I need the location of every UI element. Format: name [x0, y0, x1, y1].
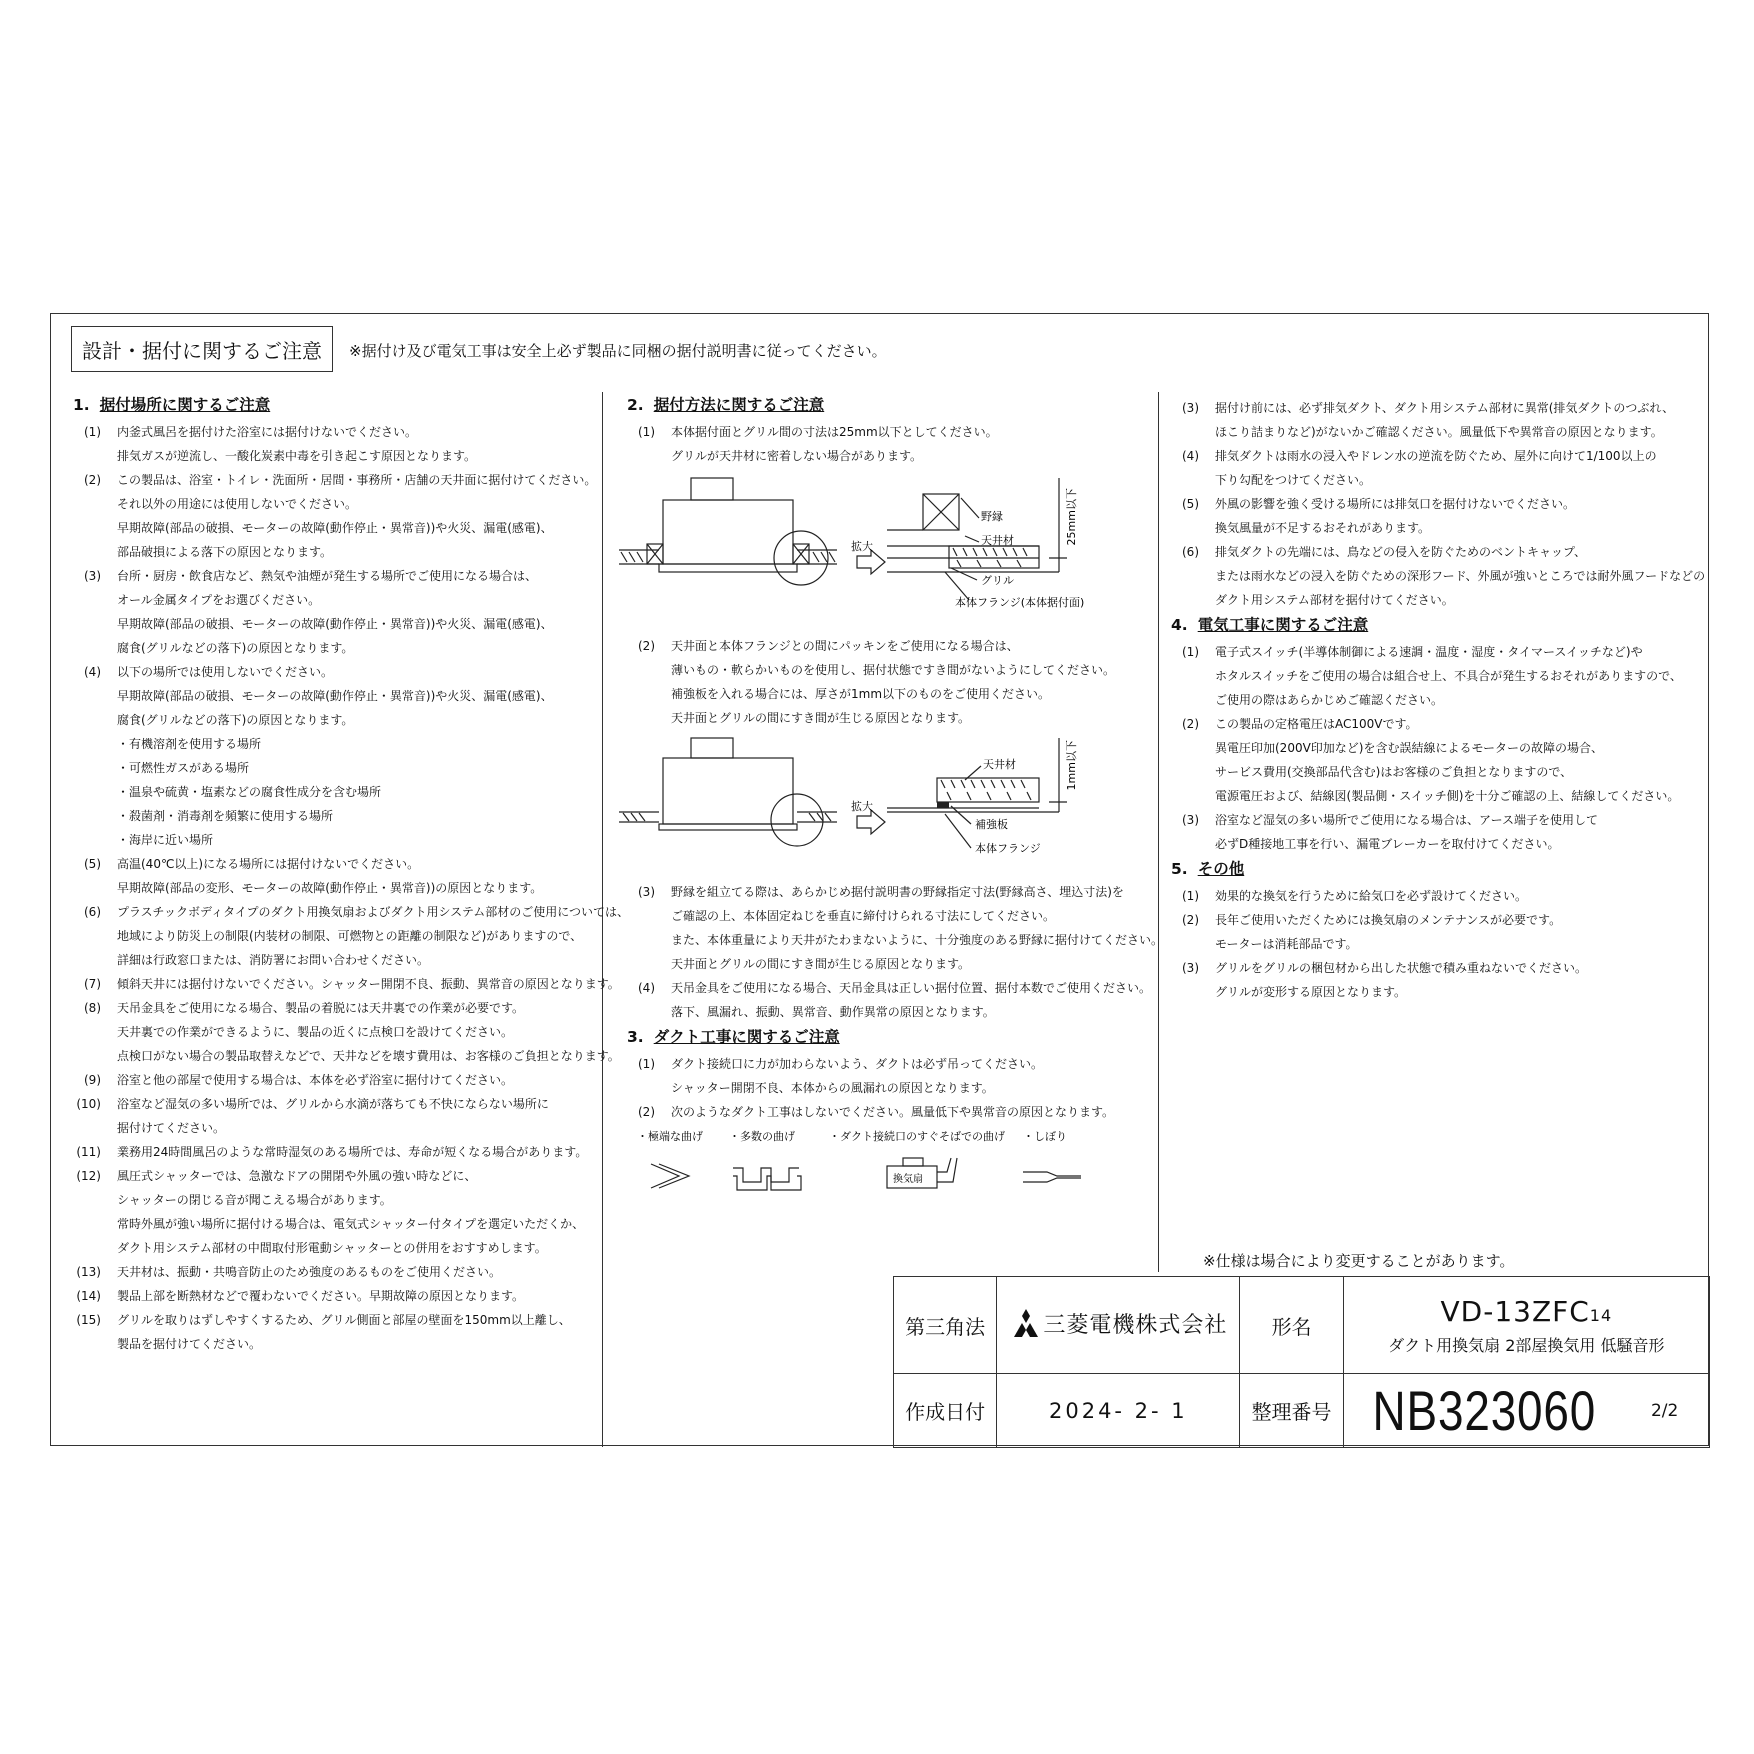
- item-number: (5): [1182, 497, 1199, 511]
- item-text: 風圧式シャッターでは、急激なドアの開閉や外風の強い時などに、: [117, 1169, 477, 1183]
- section-4-heading: 4. 電気工事に関するご注意: [1171, 616, 1369, 634]
- section-2-item-2: [619, 634, 1116, 730]
- item-continuation: ダクト用システム部材の中間取付形電動シャッターとの併用をおすすめします。: [117, 1241, 547, 1255]
- item-number: (2): [1182, 717, 1199, 731]
- item-text: 電子式スイッチ(半導体制御による速調・温度・湿度・タイマースイッチなど)や: [1215, 645, 1643, 659]
- section-5-list: [1163, 884, 1703, 1004]
- svg-text:天井材: 天井材: [983, 758, 1016, 771]
- item-number: (9): [84, 1073, 101, 1087]
- item-number: (11): [76, 1145, 101, 1159]
- item-continuation: オール金属タイプをお選びください。: [117, 593, 321, 607]
- ref-number: NB323060: [1372, 1379, 1596, 1442]
- item-number: (13): [76, 1265, 101, 1279]
- section-4-list: [1163, 640, 1703, 856]
- item-continuation: グリルが天井材に密着しない場合があります。: [671, 449, 923, 463]
- item-number: (3): [638, 885, 655, 899]
- item-continuation: 部品破損による落下の原因となります。: [117, 545, 333, 559]
- item-text: 天吊金具をご使用になる場合、製品の着脱には天井裏での作業が必要です。: [117, 1001, 525, 1015]
- list-item: [65, 564, 585, 588]
- svg-text:天井材: 天井材: [981, 534, 1014, 547]
- list-item: [619, 634, 1099, 658]
- list-item: [65, 1164, 585, 1188]
- item-number: (3): [1182, 401, 1199, 415]
- item-number: (2): [84, 473, 101, 487]
- svg-text:野縁: 野縁: [981, 510, 1003, 523]
- item-continuation: 落下、風漏れ、振動、異常音、動作異常の原因となります。: [671, 1005, 995, 1019]
- item-text: 浴室など湿気の多い場所でご使用になる場合は、アース端子を使用して: [1215, 813, 1599, 827]
- item-text: 製品上部を断熱材などで覆わないでください。早期故障の原因となります。: [117, 1289, 525, 1303]
- item-number: (10): [76, 1097, 101, 1111]
- bullet-line: ・海岸に近い場所: [117, 833, 214, 847]
- item-continuation: 電源電圧および、結線図(製品側・スイッチ側)を十分ご確認の上、結線してください。: [1215, 789, 1680, 803]
- item-continuation: 排気ガスが逆流し、一酸化炭素中毒を引き起こす原因となります。: [117, 449, 477, 463]
- section-3-continued-list: [1163, 396, 1706, 612]
- header-title: 設計・据付に関するご注意: [71, 326, 333, 372]
- item-continuation: それ以外の用途には使用しないでください。: [117, 497, 358, 511]
- item-continuation: 換気風量が不足するおそれがあります。: [1215, 521, 1431, 535]
- bullet-line: ・温泉や硫黄・塩素などの腐食性成分を含む場所: [117, 785, 382, 799]
- item-number: (1): [84, 425, 101, 439]
- section-5-heading: 5. その他: [1171, 860, 1245, 878]
- item-continuation: 下り勾配をつけてください。: [1215, 473, 1372, 487]
- item-continuation: 据付けてください。: [117, 1121, 226, 1135]
- svg-text:本体フランジ(本体据付面): 本体フランジ(本体据付面): [955, 596, 1085, 609]
- list-item: [65, 1284, 585, 1308]
- list-item: [65, 1092, 585, 1116]
- item-number: (1): [1182, 645, 1199, 659]
- item-text: 傾斜天井には据付けないでください。シャッター開閉不良、振動、異常音の原因となります。: [117, 977, 620, 991]
- page-number: 2/2: [1620, 1374, 1709, 1448]
- item-continuation: ホタルスイッチをご使用の場合は組合せ上、不具合が発生するおそれがありますので、: [1215, 669, 1682, 683]
- svg-text:換気扇: 換気扇: [893, 1174, 923, 1185]
- item-continuation: モーターは消耗部品です。: [1215, 937, 1358, 951]
- list-item: [65, 900, 630, 924]
- list-item: [1163, 640, 1703, 664]
- svg-text:1mm以下: 1mm以下: [1065, 740, 1078, 791]
- install-figure-1: [619, 468, 1099, 634]
- list-item: [65, 852, 585, 876]
- item-continuation: ご確認の上、本体固定ねじを垂直に締付けられる寸法にしてください。: [671, 909, 1056, 923]
- list-item: [619, 880, 1124, 904]
- item-number: (4): [638, 981, 655, 995]
- item-continuation: 早期故障(部品の破損、モーターの故障(動作停止・異常音))や火災、漏電(感電)、: [117, 521, 553, 535]
- item-number: (1): [638, 425, 655, 439]
- item-number: (15): [76, 1313, 101, 1327]
- list-item: [619, 1100, 1115, 1124]
- list-item: [619, 1052, 1099, 1076]
- item-number: (6): [84, 905, 101, 919]
- spec-note: ※仕様は場合により変更することがあります。: [1203, 1252, 1515, 1270]
- item-continuation: 天井面とグリルの間にすき間が生じる原因となります。: [671, 711, 971, 725]
- install-diagram-1: [619, 468, 1099, 634]
- list-item: [65, 972, 620, 996]
- section-2-item-1: [619, 420, 1099, 468]
- bullet-line: ・可燃性ガスがある場所: [117, 761, 250, 775]
- column-2: [619, 392, 1164, 1204]
- item-continuation: 必ずD種接地工事を行い、漏電ブレーカーを取付けてください。: [1215, 837, 1560, 851]
- list-item: [1163, 956, 1703, 980]
- item-continuation: また、本体重量により天井がたわまないように、十分強度のある野縁に据付けてください。: [671, 933, 1164, 947]
- list-item: [1163, 712, 1703, 736]
- svg-text:本体フランジ: 本体フランジ: [975, 842, 1041, 855]
- list-item: [1163, 444, 1703, 468]
- item-continuation: 詳細は行政窓口または、消防署にお問い合わせください。: [117, 953, 430, 967]
- item-text: この製品の定格電圧はAC100Vです。: [1215, 717, 1418, 731]
- item-continuation: ご使用の際はあらかじめご確認ください。: [1215, 693, 1444, 707]
- item-text: 以下の場所では使用しないでください。: [117, 665, 334, 679]
- list-item: [65, 1308, 585, 1332]
- item-text: 排気ダクトの先端には、鳥などの侵入を防ぐためのベントキャップ、: [1215, 545, 1587, 559]
- list-item: [1163, 492, 1703, 516]
- list-item: [619, 420, 1099, 444]
- list-item: [65, 1068, 585, 1092]
- item-text: 天吊金具をご使用になる場合、天吊金具は正しい据付位置、据付本数でご使用ください。: [671, 981, 1152, 995]
- section-3-heading: 3. ダクト工事に関するご注意: [627, 1028, 840, 1046]
- item-text: グリルを取りはずしやすくするため、グリル側面と部屋の壁面を150mm以上離し、: [117, 1313, 571, 1327]
- item-number: (3): [1182, 813, 1199, 827]
- item-continuation: シャッター開閉不良、本体からの風漏れの原因となります。: [671, 1081, 994, 1095]
- item-text: プラスチックボディタイプのダクト用換気扇およびダクト用システム部材のご使用については、: [117, 905, 630, 919]
- projection-label: 第三角法: [894, 1277, 997, 1374]
- item-continuation: グリルが変形する原因となります。: [1215, 985, 1407, 999]
- section-2-item-3: [619, 880, 1164, 976]
- item-number: (1): [638, 1057, 655, 1071]
- list-item: [1163, 884, 1703, 908]
- column-divider-2: [1158, 392, 1159, 1272]
- install-figure-2: [619, 730, 1099, 880]
- ref-number-cell: [1343, 1374, 1620, 1448]
- header-note: ※据付け及び電気工事は安全上必ず製品に同梱の据付説明書に従ってください。: [349, 342, 887, 360]
- item-continuation: サービス費用(交換部品代含む)はお客様のご負担となりますので、: [1215, 765, 1573, 779]
- item-continuation: 常時外風が強い場所に据付ける場合は、電気式シャッター付タイプを選定いただくか、: [117, 1217, 585, 1231]
- company-cell: [997, 1277, 1240, 1374]
- item-number: (3): [84, 569, 101, 583]
- install-diagram-2: [619, 730, 1099, 880]
- bullet-line: ・殺菌剤・消毒剤を頻繁に使用する場所: [117, 809, 334, 823]
- mitsubishi-logo-icon: [1009, 1308, 1043, 1338]
- item-text: 外風の影響を強く受ける場所には排気口を据付けないでください。: [1215, 497, 1576, 511]
- section-1-heading: 1. 据付場所に関するご注意: [73, 396, 271, 414]
- item-continuation: 天井裏での作業ができるように、製品の近くに点検口を設けてください。: [117, 1025, 514, 1039]
- item-continuation: 製品を据付けてください。: [117, 1337, 262, 1351]
- company-name: 三菱電機株式会社: [1043, 1312, 1228, 1338]
- item-number: (2): [638, 1105, 655, 1119]
- item-number: (4): [1182, 449, 1199, 463]
- svg-text:・しぼり: ・しぼり: [1023, 1130, 1067, 1143]
- svg-text:補強板: 補強板: [975, 818, 1008, 831]
- item-number: (7): [84, 977, 101, 991]
- item-text: 天井面と本体フランジとの間にパッキンをご使用になる場合は、: [671, 639, 1019, 653]
- item-number: (2): [1182, 913, 1199, 927]
- section-2-item-4: [619, 976, 1152, 1024]
- item-text: 内釜式風呂を据付けた浴室には据付けないでください。: [117, 425, 418, 439]
- svg-text:グリル: グリル: [981, 574, 1014, 587]
- list-item: [65, 1140, 588, 1164]
- column-3: [1163, 396, 1706, 1004]
- item-text: グリルをグリルの梱包材から出した状態で積み重ねないでください。: [1215, 961, 1588, 975]
- item-continuation: 異電圧印加(200V印加など)を含む誤結線によるモーターの故障の場合、: [1215, 741, 1603, 755]
- svg-text:拡大: 拡大: [851, 540, 873, 553]
- ref-label: 整理番号: [1240, 1374, 1343, 1448]
- duct-examples: [619, 1124, 1099, 1204]
- item-number: (1): [1182, 889, 1199, 903]
- duct-examples-diagram: [619, 1124, 1099, 1204]
- svg-text:・多数の曲げ: ・多数の曲げ: [729, 1130, 795, 1143]
- list-item: [1163, 808, 1703, 832]
- item-continuation: 腐食(グリルなどの落下)の原因となります。: [117, 641, 354, 655]
- item-continuation: シャッターの閉じる音が聞こえる場合があります。: [117, 1193, 392, 1207]
- item-continuation: 早期故障(部品の変形、モーターの故障(動作停止・異常音))の原因となります。: [117, 881, 543, 895]
- item-text: 長年ご使用いただくためには換気扇のメンテナンスが必要です。: [1215, 913, 1562, 927]
- list-item: [1163, 396, 1703, 420]
- column-1: [65, 392, 630, 1356]
- item-number: (8): [84, 1001, 101, 1015]
- item-text: 台所・厨房・飲食店など、熱気や油煙が発生する場所でご使用になる場合は、: [117, 569, 538, 583]
- date-label: 作成日付: [894, 1374, 997, 1448]
- list-item: [65, 1260, 585, 1284]
- item-continuation: 天井面とグリルの間にすき間が生じる原因となります。: [671, 957, 971, 971]
- section-1-list: [65, 420, 630, 1356]
- item-continuation: 腐食(グリルなどの落下)の原因となります。: [117, 713, 354, 727]
- svg-text:・極端な曲げ: ・極端な曲げ: [637, 1130, 703, 1143]
- item-text: 浴室と他の部屋で使用する場合は、本体を必ず浴室に据付けてください。: [117, 1073, 514, 1087]
- item-text: 浴室など湿気の多い場所では、グリルから水滴が落ちても不快にならない場所に: [117, 1097, 549, 1111]
- item-continuation: 薄いもの・軟らかいものを使用し、据付状態ですき間がないようにしてください。: [671, 663, 1116, 677]
- item-text: 排気ダクトは雨水の浸入やドレン水の逆流を防ぐため、屋外に向けて1/100以上の: [1215, 449, 1657, 463]
- section-3-list: [619, 1052, 1115, 1124]
- list-item: [65, 468, 597, 492]
- item-continuation: ほこり詰まりなど)がないかご確認ください。風量低下や異常音の原因となります。: [1215, 425, 1663, 439]
- item-text: 天井材は、振動・共鳴音防止のため強度のあるものをご使用ください。: [117, 1265, 502, 1279]
- item-continuation: 補強板を入れる場合には、厚さが1mm以下のものをご使用ください。: [671, 687, 1051, 701]
- list-item: [65, 420, 585, 444]
- item-text: 高温(40℃以上)になる場所には据付けないでください。: [117, 857, 420, 871]
- item-number: (3): [1182, 961, 1199, 975]
- item-number: (12): [76, 1169, 101, 1183]
- item-number: (4): [84, 665, 101, 679]
- item-text: この製品は、浴室・トイレ・洗面所・居間・事務所・店舗の天井面に据付けてください。: [117, 473, 597, 487]
- list-item: [619, 976, 1152, 1000]
- item-number: (2): [638, 639, 655, 653]
- svg-text:25mm以下: 25mm以下: [1065, 488, 1078, 546]
- svg-text:拡大: 拡大: [851, 800, 873, 813]
- item-text: ダクト接続口に力が加わらないよう、ダクトは必ず吊ってください。: [671, 1057, 1044, 1071]
- item-number: (5): [84, 857, 101, 871]
- item-continuation: 早期故障(部品の破損、モーターの故障(動作停止・異常音))や火災、漏電(感電)、: [117, 689, 553, 703]
- list-item: [65, 660, 585, 684]
- list-item: [1163, 540, 1703, 564]
- item-continuation: ダクト用システム部材を据付けてください。: [1215, 593, 1454, 607]
- svg-text:・ダクト接続口のすぐそばでの曲げ: ・ダクト接続口のすぐそばでの曲げ: [829, 1130, 1005, 1143]
- item-continuation: 早期故障(部品の破損、モーターの故障(動作停止・異常音))や火災、漏電(感電)、: [117, 617, 553, 631]
- item-number: (14): [76, 1289, 101, 1303]
- drawing-sheet: [50, 313, 1709, 1446]
- item-text: 本体据付面とグリル間の寸法は25mm以下としてください。: [671, 425, 998, 439]
- item-text: 次のようなダクト工事はしないでください。風量低下や異常音の原因となります。: [671, 1105, 1115, 1119]
- item-number: (6): [1182, 545, 1199, 559]
- item-text: 据付け前には、必ず排気ダクト、ダクト用システム部材に異常(排気ダクトのつぶれ、: [1215, 401, 1675, 415]
- item-text: 野縁を組立てる際は、あらかじめ据付説明書の野縁指定寸法(野縁高さ、埋込寸法)を: [671, 885, 1124, 899]
- item-text: 効果的な換気を行うために給気口を必ず設けてください。: [1215, 889, 1528, 903]
- creation-date: 2024- 2- 1: [997, 1374, 1240, 1448]
- list-item: [1163, 908, 1703, 932]
- list-item: [65, 996, 585, 1020]
- title-block: [893, 1276, 1710, 1448]
- item-continuation: または雨水などの浸入を防ぐための深形フード、外風が強いところでは耐外風フードなどの: [1215, 569, 1706, 583]
- model-label: 形名: [1240, 1277, 1343, 1374]
- item-continuation: 地域により防災上の制限(内装材の制限、可燃物との距離の制限など)がありますので、: [117, 929, 583, 943]
- model-number: VD-13ZFC14: [1440, 1294, 1613, 1328]
- bullet-line: ・有機溶剤を使用する場所: [117, 737, 262, 751]
- model-cell: [1343, 1277, 1709, 1374]
- item-continuation: 点検口がない場合の製品取替えなどで、天井などを壊す費用は、お客様のご負担となります。: [117, 1049, 620, 1063]
- item-text: 業務用24時間風呂のような常時湿気のある場所では、寿命が短くなる場合があります。: [117, 1145, 588, 1159]
- model-description: ダクト用換気扇 2部屋換気用 低騒音形: [1388, 1335, 1665, 1355]
- section-2-heading: 2. 据付方法に関するご注意: [627, 396, 825, 414]
